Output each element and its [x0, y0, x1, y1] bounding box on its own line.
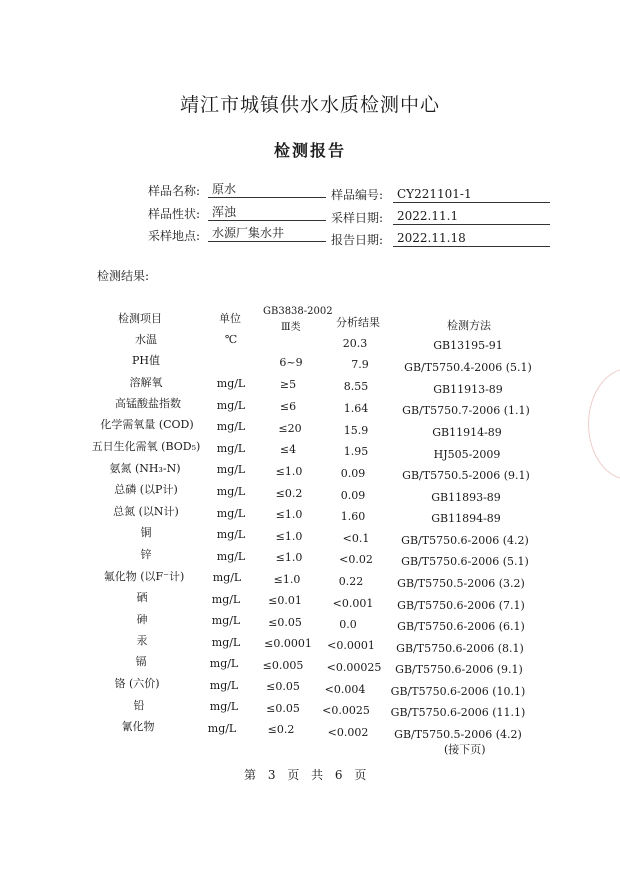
method-cell: GB/T5750.6-2006 (7.1) [397, 599, 525, 612]
result-cell: 1.95 [343, 445, 369, 458]
sample-name-value: 原水 [208, 181, 326, 198]
method-cell: GB/T5750.6-2006 (10.1) [390, 685, 526, 698]
unit-cell: mg/L [216, 377, 246, 390]
item-cell: 氰化物 [121, 720, 155, 733]
header-method: 检测方法 [447, 319, 491, 332]
sampling-site-label: 采样地点: [148, 229, 201, 243]
item-cell: 五日生化需氧 (BOD₅) [91, 440, 201, 453]
method-cell: GB/T5750.6-2006 (5.1) [401, 555, 529, 568]
method-cell: GB/T5750.7-2006 (1.1) [402, 404, 530, 417]
standard-cell: ≤0.05 [266, 702, 300, 715]
item-cell: 化学需氧量 (COD) [100, 418, 194, 431]
unit-cell: mg/L [209, 679, 239, 692]
standard-cell: ≤0.005 [262, 659, 304, 672]
item-cell: 锌 [140, 548, 152, 561]
standard-cell: ≤0.0001 [264, 637, 312, 650]
continued-note: (接下页) [444, 743, 486, 756]
report-title: 检测报告 [273, 141, 346, 160]
unit-cell: mg/L [211, 636, 241, 649]
result-cell: 7.9 [351, 358, 369, 371]
standard-cell: ≤4 [279, 443, 297, 456]
result-cell: 0.09 [340, 467, 366, 480]
item-cell: 氨氮 (NH₃-N) [109, 462, 181, 475]
method-cell: GB11893-89 [431, 491, 501, 504]
standard-cell: ≤6 [279, 400, 297, 413]
method-cell: GB11914-89 [432, 426, 502, 439]
unit-cell: mg/L [209, 657, 239, 670]
result-cell: 15.9 [343, 424, 369, 437]
sampling-date-label: 采样日期: [331, 211, 384, 225]
result-cell: <0.0001 [327, 639, 375, 652]
unit-cell: mg/L [211, 593, 241, 606]
method-cell: GB/T5750.5-2006 (9.1) [402, 469, 530, 482]
results-label: 检测结果: [97, 269, 150, 283]
unit-cell: mg/L [207, 722, 237, 735]
result-cell: <0.02 [339, 553, 373, 566]
standard-cell: ≤1.0 [273, 573, 301, 586]
item-cell: 铜 [140, 526, 152, 539]
item-cell: 总磷 (以P计) [114, 483, 178, 496]
method-cell: GB/T5750.6-2006 (4.2) [401, 534, 529, 547]
method-cell: GB/T5750.4-2006 (5.1) [404, 361, 532, 374]
result-cell: 8.55 [343, 380, 369, 393]
method-cell: GB/T5750.6-2006 (11.1) [390, 706, 526, 719]
unit-cell: mg/L [212, 571, 242, 584]
result-cell: 20.3 [342, 337, 368, 350]
sample-number-value: CY221101-1 [393, 186, 550, 203]
unit-cell: mg/L [216, 507, 246, 520]
page-number: 第 3 页 共 6 页 [244, 768, 368, 782]
unit-cell: ℃ [224, 333, 238, 346]
header-standard-line1: GB3838-2002 [263, 306, 333, 317]
result-cell: <0.002 [327, 726, 369, 739]
report-date-value: 2022.11.18 [393, 230, 550, 247]
unit-cell: mg/L [216, 550, 246, 563]
result-cell: 0.09 [340, 489, 366, 502]
item-cell: 镉 [135, 655, 147, 668]
method-cell: GB/T5750.6-2006 (8.1) [396, 642, 524, 655]
method-cell: GB13195-91 [433, 339, 503, 352]
sample-number-label: 样品编号: [331, 188, 384, 202]
report-date-label: 报告日期: [331, 233, 384, 247]
result-cell: <0.00025 [326, 661, 382, 674]
unit-cell: mg/L [216, 420, 246, 433]
method-cell: GB11913-89 [433, 383, 503, 396]
header-item: 检测项目 [118, 312, 162, 325]
method-cell: GB11894-89 [431, 512, 501, 525]
standard-cell: ≤0.05 [268, 616, 302, 629]
standard-cell: ≤0.2 [275, 487, 303, 500]
item-cell: PH值 [132, 354, 160, 367]
item-cell: 高锰酸盐指数 [115, 397, 181, 410]
method-cell: GB/T5750.6-2006 (9.1) [395, 663, 523, 676]
header-standard-line2: Ⅲ类 [281, 322, 301, 333]
standard-cell: ≤20 [278, 422, 302, 435]
item-cell: 水温 [135, 333, 157, 346]
sampling-site-value: 水源厂集水井 [208, 225, 326, 242]
stamp-seal [588, 368, 620, 480]
method-cell: HJ505-2009 [433, 448, 501, 461]
item-cell: 总氮 (以N计) [113, 505, 179, 518]
result-cell: <0.001 [332, 597, 374, 610]
item-cell: 溶解氧 [129, 376, 163, 389]
item-cell: 硒 [136, 591, 148, 604]
unit-cell: mg/L [216, 399, 246, 412]
method-cell: GB/T5750.5-2006 (4.2) [394, 728, 522, 741]
result-cell: 0.0 [339, 618, 357, 631]
sampling-date-value: 2022.11.1 [393, 208, 550, 225]
result-cell: 1.60 [340, 510, 366, 523]
item-cell: 氟化物 (以F⁻计) [103, 570, 185, 583]
unit-cell: mg/L [211, 614, 241, 627]
header-unit: 单位 [219, 312, 241, 325]
standard-cell: ≤1.0 [275, 551, 303, 564]
standard-cell: ≤0.01 [268, 594, 302, 607]
result-cell: <0.1 [342, 532, 370, 545]
standard-cell: ≤1.0 [275, 465, 303, 478]
standard-cell: ≤1.0 [275, 530, 303, 543]
result-cell: <0.004 [324, 683, 366, 696]
sample-name-label: 样品名称: [148, 184, 201, 198]
unit-cell: mg/L [209, 700, 239, 713]
method-cell: GB/T5750.6-2006 (6.1) [397, 620, 525, 633]
result-cell: <0.0025 [322, 704, 370, 717]
item-cell: 砷 [136, 613, 148, 626]
unit-cell: mg/L [216, 463, 246, 476]
organization-name: 靖江市城镇供水水质检测中心 [179, 94, 440, 116]
item-cell: 铅 [133, 699, 145, 712]
standard-cell: ≤0.05 [266, 680, 300, 693]
header-result: 分析结果 [336, 316, 380, 329]
unit-cell: mg/L [216, 442, 246, 455]
sample-property-label: 样品性状: [148, 207, 201, 221]
item-cell: 铬 (六价) [114, 677, 160, 690]
sample-property-value: 浑浊 [208, 204, 326, 221]
result-cell: 0.22 [338, 575, 364, 588]
item-cell: 汞 [136, 634, 148, 647]
unit-cell: mg/L [216, 485, 246, 498]
standard-cell: 6~9 [279, 356, 303, 369]
standard-cell: ≥5 [279, 378, 297, 391]
standard-cell: ≤1.0 [275, 508, 303, 521]
method-cell: GB/T5750.5-2006 (3.2) [397, 577, 525, 590]
unit-cell: mg/L [216, 528, 246, 541]
standard-cell: ≤0.2 [267, 723, 295, 736]
result-cell: 1.64 [343, 402, 369, 415]
